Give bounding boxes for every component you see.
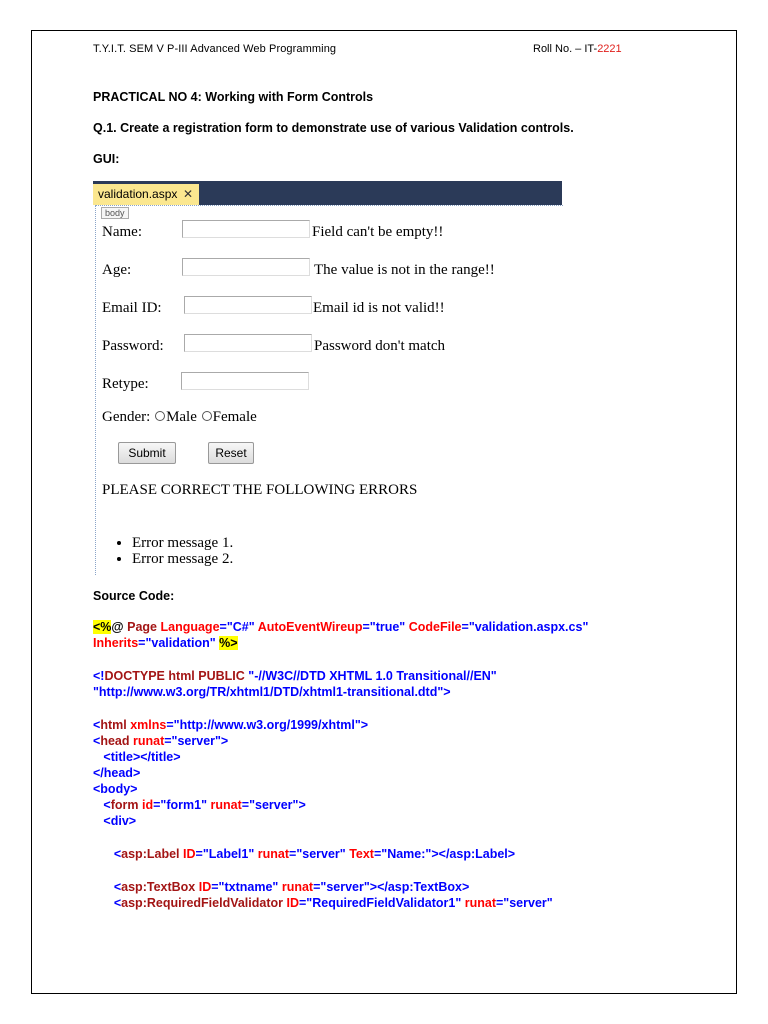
code-line [93,813,136,829]
code-line [93,765,140,781]
code-token: CodeFile [408,620,462,634]
code-line: <html xmlns="http://www.w3.org/1999/xhtml"> [93,718,369,732]
code-token: ID [198,880,212,894]
design-surface [95,205,563,575]
email-error: Email id is not valid!! [313,300,445,316]
code-token: @ [111,620,124,634]
code-token: Page [127,620,157,634]
designer-screenshot [93,181,562,574]
code-line [93,749,181,765]
code-token: head [100,734,130,748]
code-token: ID [286,896,299,910]
code-token: asp:RequiredFieldValidator [121,896,283,910]
roll-label: Roll No. – IT- [533,43,598,55]
male-radio[interactable] [155,411,165,421]
course-header: T.Y.I.T. SEM V P-III Advanced Web Programming [93,43,337,55]
code-token: "Label1" [202,847,255,861]
tab-label: validation.aspx [98,187,178,201]
practical-title: PRACTICAL NO 4: Working with Form Controls [93,90,374,104]
code-token: "C#" [226,620,255,634]
female-label: Female [212,409,257,425]
code-token: "true" [369,620,406,634]
code-token: runat [257,847,289,861]
code-token: ></asp:TextBox> [369,880,470,894]
name-error: Field can't be empty!! [312,224,444,240]
name-label: Name: [102,224,142,240]
code-token: Language [160,620,220,634]
code-token: "-//W3C//DTD XHTML 1.0 Transitional//EN" [248,669,497,683]
code-token: "server" [320,880,370,894]
code-line [93,684,451,700]
name-textbox[interactable] [182,220,310,238]
question-text: Q.1. Create a registration form to demonstrate use of various Validation controls. [93,121,574,135]
retype-textbox[interactable] [181,372,309,390]
code-line: Inherits="validation" %> [93,636,238,650]
gender-row [102,409,257,426]
code-line: <asp:RequiredFieldValidator ID="RequiredFieldValidator1" runat="server" [113,896,553,910]
code-line: <asp:Label ID="Label1" runat="server" Text="Name:"></asp:Label> [113,847,516,861]
code-token: ID [183,847,196,861]
code-token: PUBLIC [198,669,245,683]
code-token: "validation" [145,636,216,650]
email-label: Email ID: [102,300,162,316]
gui-label: GUI: [93,152,120,166]
validation-summary-heading: PLEASE CORRECT THE FOLLOWING ERRORS [102,482,418,498]
code-token: Text [349,847,374,861]
code-token: <div> [103,814,137,828]
retype-label: Retype: [102,376,149,392]
code-line: <form id="form1" runat="server"> [103,798,306,812]
code-token: runat [464,896,496,910]
code-token: runat [281,880,314,894]
gender-label: Gender: [102,409,151,425]
age-error: The value is not in the range!! [314,262,495,278]
list-item: • Error message 1. [132,535,233,551]
submit-button[interactable]: Submit [118,442,176,464]
male-label: Male [166,409,197,425]
code-token: </head> [93,766,141,780]
code-line: <head runat="server"> [93,734,229,748]
code-line [93,781,137,797]
close-icon[interactable]: ✕ [182,187,193,201]
code-token: xmlns [130,718,167,732]
source-code-label: Source Code: [93,589,175,603]
roll-number-header [533,43,622,55]
code-token: AutoEventWireup [257,620,363,634]
code-token: <body> [93,782,138,796]
code-line [93,668,497,684]
email-textbox[interactable] [184,296,312,314]
code-token: "http://www.w3.org/TR/xhtml1/DTD/xhtml1-transitional.dtd"> [93,685,451,699]
female-radio[interactable] [202,411,212,421]
code-token: "server" [296,847,346,861]
code-token: %> [219,636,238,650]
validation-summary-list [110,535,233,567]
code-token: runat [132,734,165,748]
age-label: Age: [102,262,132,278]
password-label: Password: [102,338,164,354]
designer-tab-bar [93,181,562,205]
code-token: "RequiredFieldValidator1" [306,896,462,910]
code-token: <% [93,620,112,634]
code-line: <asp:TextBox ID="txtname" runat="server"></asp:TextBox> [113,880,470,894]
code-token: Inherits [93,636,139,650]
code-token: html [100,718,127,732]
code-token: </asp:Label> [438,847,516,861]
reset-button[interactable]: Reset [208,442,254,464]
code-token: DOCTYPE [104,669,165,683]
code-token: "server"> [171,734,229,748]
code-token: html [168,669,195,683]
code-token: asp:Label [121,847,180,861]
body-tag: body [101,207,129,219]
tab-validation-aspx[interactable] [93,184,199,205]
age-textbox[interactable] [182,258,310,276]
code-token: "txtname" [218,880,279,894]
code-token: "form1" [160,798,208,812]
code-token: <! [93,669,105,683]
code-line: <%@ Page Language="C#" AutoEventWireup="true" CodeFile="validation.aspx.cs" [93,620,589,634]
code-token: runat [210,798,242,812]
code-token: form [110,798,139,812]
code-token: "validation.aspx.cs" [468,620,589,634]
roll-number: 2221 [597,43,622,55]
code-token: "server" [503,896,553,910]
code-token: "http://www.w3.org/1999/xhtml"> [173,718,369,732]
list-item: • Error message 2. [132,551,233,567]
code-token: "Name:"> [381,847,439,861]
code-token: "server"> [249,798,306,812]
code-token: id [142,798,154,812]
password-error: Password don't match [314,338,446,354]
password-textbox[interactable] [184,334,312,352]
code-token: <title></title> [103,750,181,764]
code-token: asp:TextBox [121,880,196,894]
